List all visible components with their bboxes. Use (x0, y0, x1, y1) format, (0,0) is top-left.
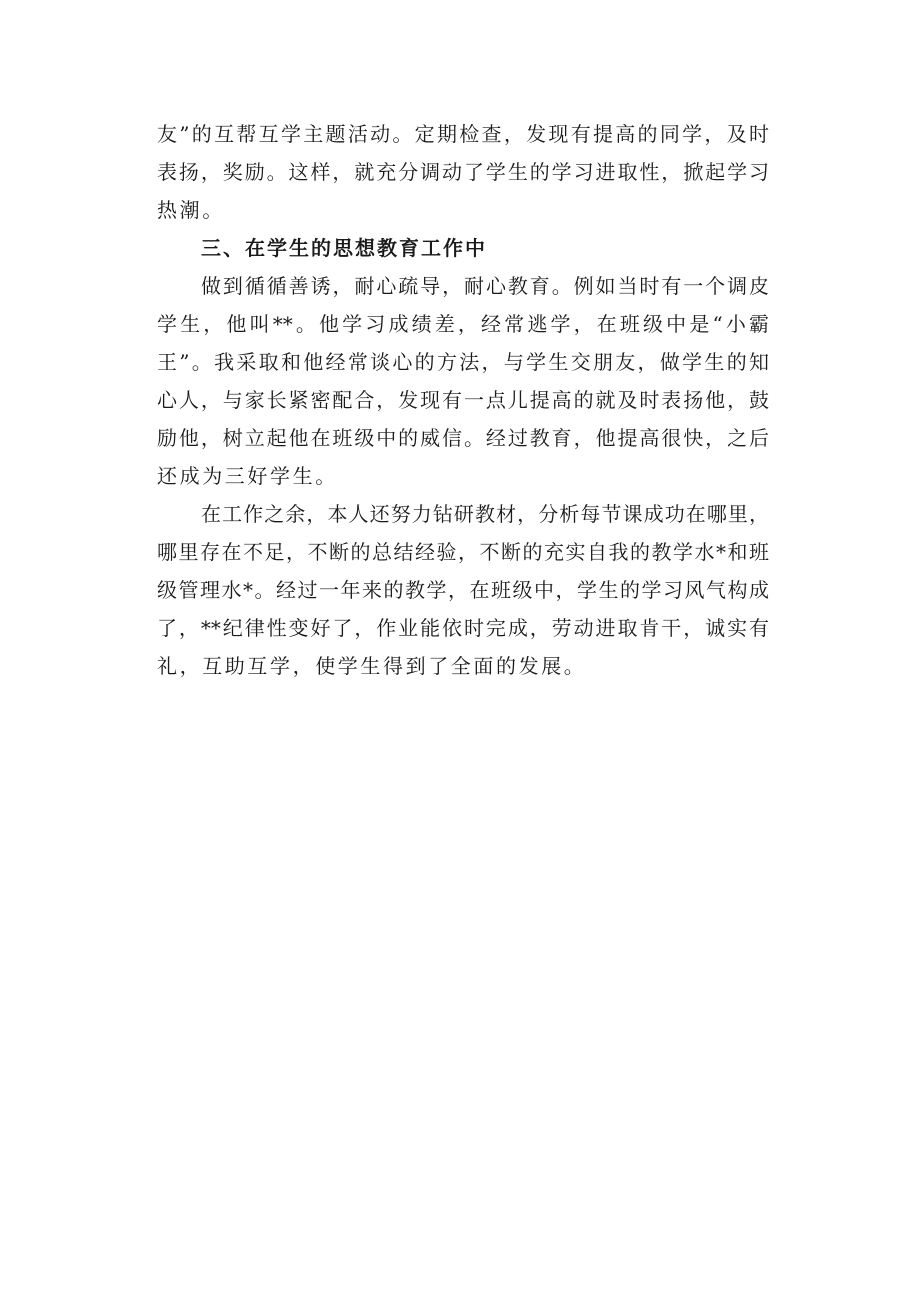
paragraph-line: 热潮。 (157, 198, 225, 222)
paragraph-line: 哪里存在不足，不断的总结经验，不断的充实自我的教学水*和班 (157, 540, 769, 564)
document-body (157, 115, 769, 685)
paragraph-line: 礼，互助互学，使学生得到了全面的发展。 (157, 654, 587, 678)
paragraph-line: 王”。我采取和他经常谈心的方法，与学生交朋友，做学生的知 (157, 350, 769, 374)
paragraph-line: 励他，树立起他在班级中的威信。经过教育，他提高很快，之后 (157, 426, 769, 450)
paragraph-line: 学生，他叫**。他学习成绩差，经常逃学，在班级中是“小霸 (157, 312, 769, 336)
paragraph-line: 在工作之余，本人还努力钻研教材，分析每节课成功在哪里， (201, 502, 769, 526)
paragraph-line: 表扬，奖励。这样，就充分调动了学生的学习进取性，掀起学习 (157, 160, 769, 184)
section-heading: 三、在学生的思想教育工作中 (201, 236, 487, 260)
paragraph-line: 友”的互帮互学主题活动。定期检查，发现有提高的同学，及时 (157, 122, 769, 146)
paragraph-line: 还成为三好学生。 (157, 464, 338, 488)
paragraph-line: 做到循循善诱，耐心疏导，耐心教育。例如当时有一个调皮 (201, 274, 769, 298)
paragraph-line: 级管理水*。经过一年来的教学，在班级中，学生的学习风气构成 (157, 578, 769, 602)
paragraph-line: 心人，与家长紧密配合，发现有一点儿提高的就及时表扬他，鼓 (157, 388, 769, 412)
paragraph-line: 了，**纪律性变好了，作业能依时完成，劳动进取肯干，诚实有 (157, 616, 769, 640)
